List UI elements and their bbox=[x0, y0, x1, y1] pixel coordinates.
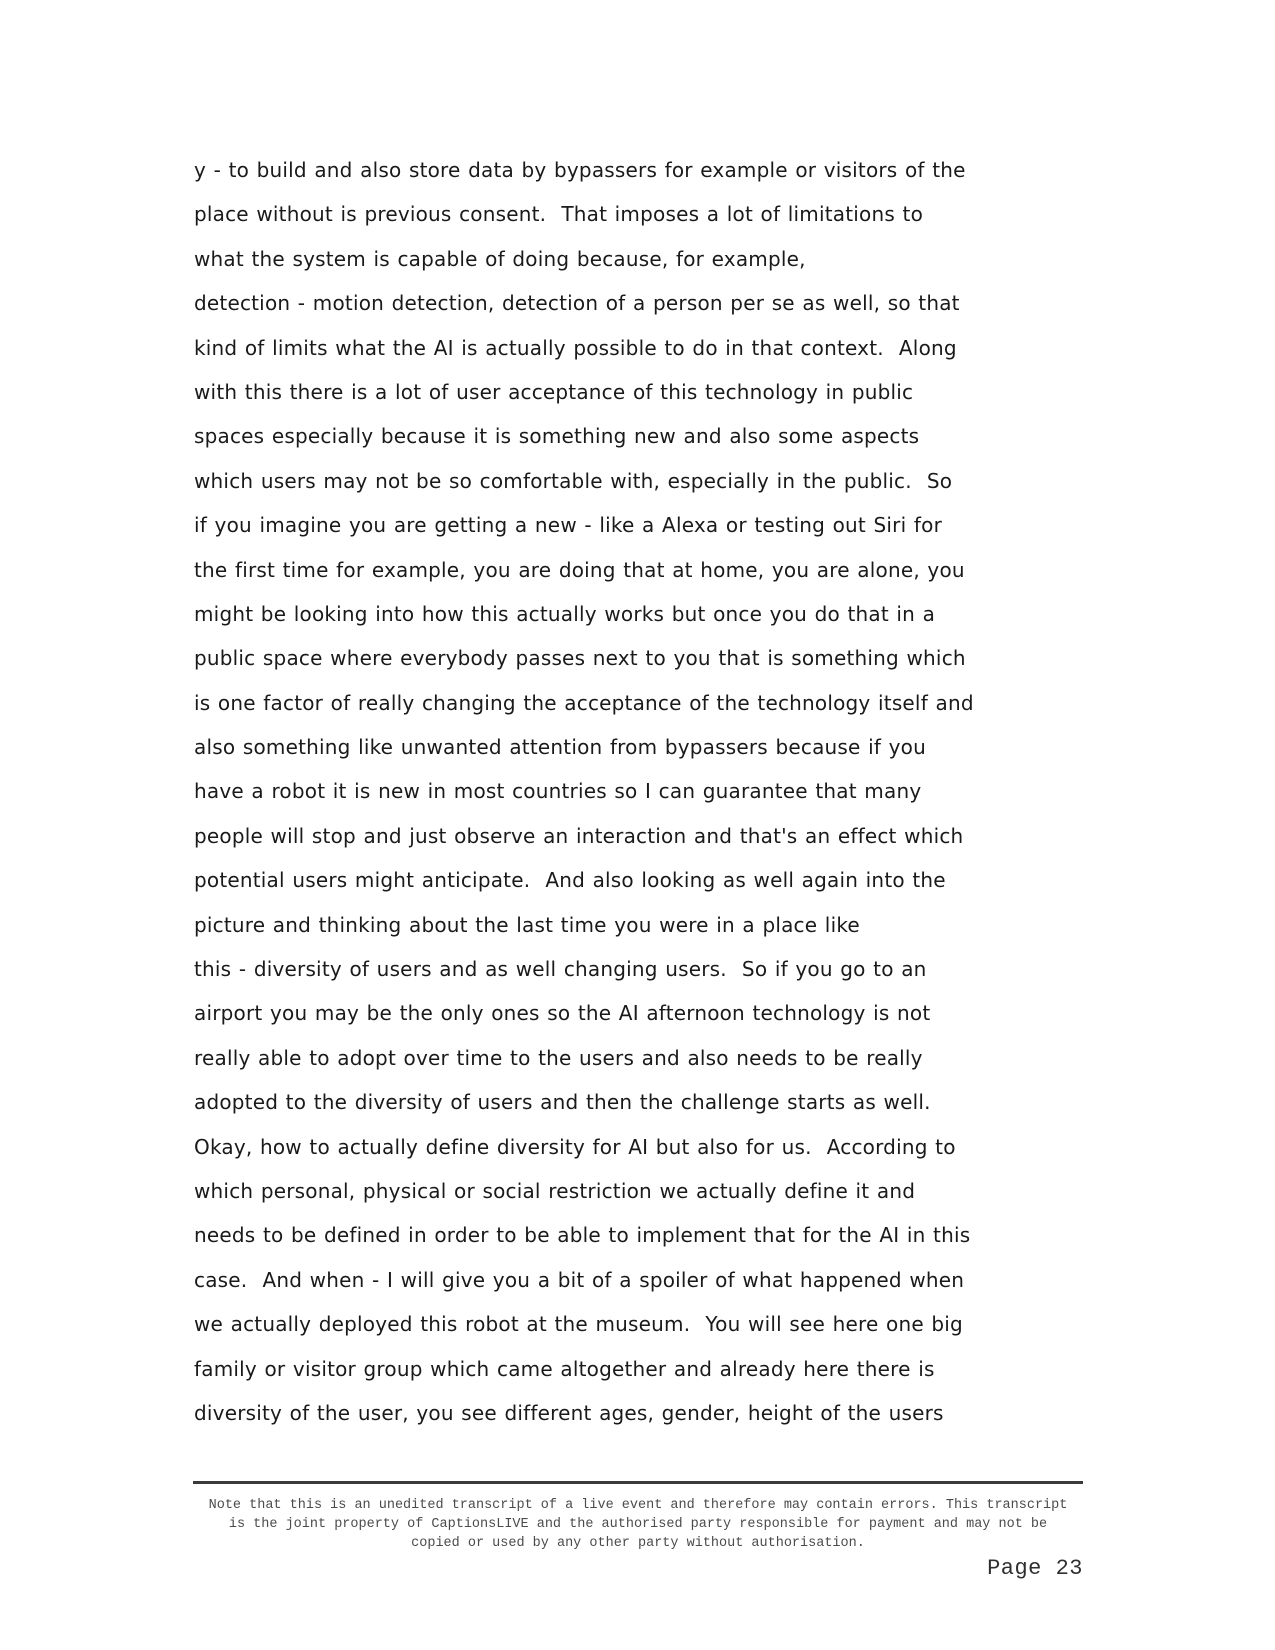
footer-note-line: copied or used by any other party without authorisation. bbox=[411, 1536, 865, 1551]
page-number: Page 23 bbox=[987, 1556, 1083, 1581]
transcript-line: case. And when - I will give you a bit of a spoiler of what happened when bbox=[194, 1267, 965, 1292]
transcript-line: which users may not be so comfortable with, especially in the public. So bbox=[194, 468, 953, 493]
transcript-line: kind of limits what the AI is actually possible to do in that context. Along bbox=[194, 335, 957, 360]
transcript-line: place without is previous consent. That imposes a lot of limitations to bbox=[194, 202, 924, 227]
transcript-line: people will stop and just observe an interaction and that's an effect which bbox=[194, 823, 964, 848]
transcript-line: really able to adopt over time to the users and also needs to be really bbox=[194, 1045, 923, 1070]
transcript-line: family or visitor group which came altogether and already here there is bbox=[194, 1356, 935, 1381]
transcript-line: needs to be defined in order to be able to implement that for the AI in this bbox=[194, 1223, 971, 1248]
footer-note-line: is the joint property of CaptionsLIVE and the authorised party responsible for payment and may not be bbox=[228, 1517, 1048, 1532]
transcript-line: we actually deployed this robot at the museum. You will see here one big bbox=[194, 1312, 963, 1337]
transcript-line: spaces especially because it is something new and also some aspects bbox=[194, 424, 920, 449]
transcript-line: which personal, physical or social restriction we actually define it and bbox=[194, 1178, 916, 1203]
transcript-line: airport you may be the only ones so the AI afternoon technology is not bbox=[194, 1001, 931, 1026]
transcript-line: adopted to the diversity of users and then the challenge starts as well. bbox=[194, 1090, 931, 1115]
transcript-line: with this there is a lot of user acceptance of this technology in public bbox=[194, 379, 914, 404]
transcript-line: public space where everybody passes next to you that is something which bbox=[194, 646, 966, 671]
transcript-line: have a robot it is new in most countries so I can guarantee that many bbox=[194, 779, 922, 804]
transcript-line: the first time for example, you are doing that at home, you are alone, you bbox=[194, 557, 965, 582]
footer-note bbox=[193, 1496, 1083, 1553]
transcript-line: this - diversity of users and as well changing users. So if you go to an bbox=[194, 957, 927, 982]
transcript-line: y - to build and also store data by bypassers for example or visitors of the bbox=[194, 158, 966, 182]
transcript-line: if you imagine you are getting a new - like a Alexa or testing out Siri for bbox=[194, 513, 943, 538]
transcript-line: what the system is capable of doing because, for example, bbox=[194, 246, 806, 271]
transcript-line: Okay, how to actually define diversity for AI but also for us. According to bbox=[194, 1134, 956, 1159]
footer-divider bbox=[193, 1481, 1083, 1484]
transcript-line: picture and thinking about the last time you were in a place like bbox=[194, 912, 860, 937]
transcript-line: is one factor of really changing the acceptance of the technology itself and bbox=[194, 690, 974, 715]
footer-note-line: Note that this is an unedited transcript of a live event and therefore may contain errors. This transcript bbox=[208, 1498, 1068, 1513]
transcript-line: might be looking into how this actually works but once you do that in a bbox=[194, 601, 936, 626]
transcript-line: detection - motion detection, detection of a person per se as well, so that bbox=[194, 291, 960, 316]
transcript-line: also something like unwanted attention from bypassers because if you bbox=[194, 735, 926, 760]
transcript-line: diversity of the user, you see different ages, gender, height of the users bbox=[194, 1400, 944, 1425]
transcript-line: potential users might anticipate. And also looking as well again into the bbox=[194, 868, 946, 893]
transcript-body bbox=[194, 148, 1058, 1435]
